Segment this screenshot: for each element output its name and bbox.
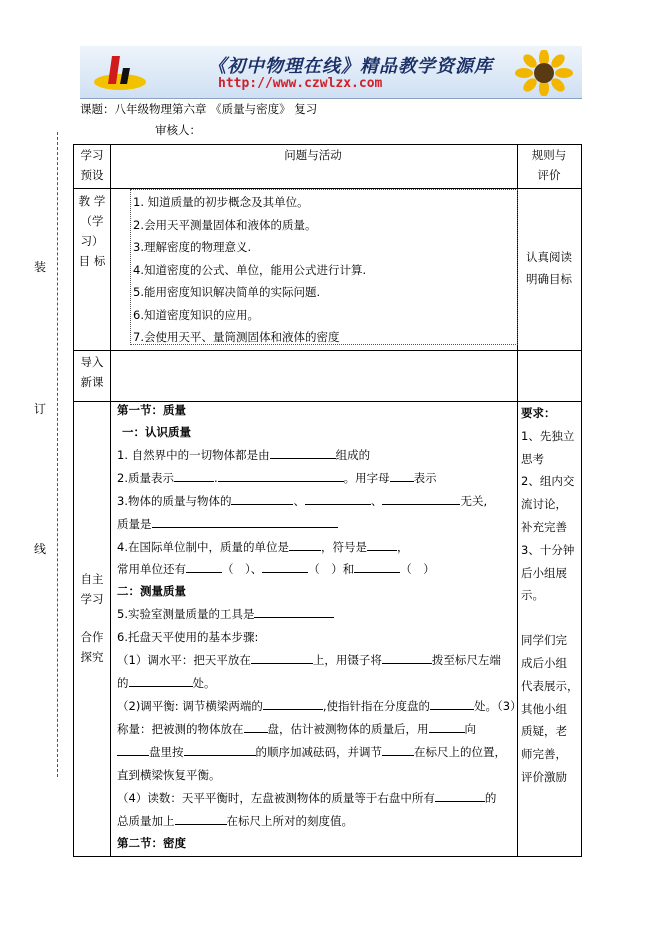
step-2: （2)调平衡: 调节横梁两端的 ,使指针指在分度盘的 处。（3） bbox=[117, 699, 522, 713]
col-header-activities: 问题与活动 bbox=[284, 148, 342, 162]
banner bbox=[80, 46, 582, 99]
question-2: 2.质量表示 . 。用字母 表示 bbox=[117, 471, 437, 485]
answer-blank[interactable] bbox=[175, 813, 227, 825]
binding-char-xian: 线 bbox=[34, 542, 47, 556]
answer-blank[interactable] bbox=[117, 744, 149, 756]
answer-blank[interactable] bbox=[186, 561, 222, 573]
step-3-end: 直到横梁恢复平衡。 bbox=[117, 768, 221, 782]
question-6: 6.托盘天平使用的基本步骤: bbox=[117, 630, 259, 644]
step-1: （1）调水平：把天平放在 上，用镊子将 拨至标尺左端 bbox=[117, 653, 501, 667]
site-logo-icon bbox=[90, 50, 150, 94]
answer-blank[interactable] bbox=[254, 606, 334, 618]
sunflower-icon bbox=[512, 50, 576, 96]
question-3-cont: 质量是 bbox=[117, 516, 338, 532]
step-3-cont: 盘里按 的顺序加减砝码，并调节 在标尺上的位置， bbox=[117, 744, 506, 760]
question-4-cont: 常用单位还有 （ ）、 （ ）和 （ ） bbox=[117, 562, 435, 576]
rules-column: 要求： 1、先独立 思考 2、组内交 流讨论， 补充完善 3、十分钟 后小组展 示。 同学们完 成后小组 代表展示， 其他小组 质疑，老 师完善， 评价激励 bbox=[521, 406, 579, 784]
answer-blank[interactable] bbox=[354, 561, 400, 573]
banner-url[interactable]: http://www.czwlzx.com bbox=[218, 76, 383, 91]
answer-blank[interactable] bbox=[429, 721, 465, 733]
part-title-measure-mass: 二：测量质量 bbox=[117, 584, 186, 598]
objective-item: 5.能用密度知识解决简单的实际问题. bbox=[133, 285, 321, 299]
objective-item: 6.知道密度知识的应用。 bbox=[133, 307, 259, 322]
answer-blank[interactable] bbox=[430, 698, 474, 710]
binding-char-ding: 订 bbox=[34, 402, 47, 416]
binding-line bbox=[57, 132, 58, 777]
answer-blank[interactable] bbox=[382, 493, 460, 505]
answer-blank[interactable] bbox=[262, 561, 308, 573]
answer-blank[interactable] bbox=[129, 675, 193, 687]
answer-blank[interactable] bbox=[152, 516, 338, 528]
answer-blank[interactable] bbox=[244, 721, 268, 733]
answer-blank[interactable] bbox=[289, 539, 321, 551]
section-title-density: 第二节：密度 bbox=[117, 836, 186, 850]
answer-blank[interactable] bbox=[382, 652, 432, 664]
objective-item: 7.会使用天平、量筒测固体和液体的密度 bbox=[133, 330, 340, 344]
answer-blank[interactable] bbox=[382, 744, 414, 756]
question-4: 4.在国际单位制中，质量的单位是 ，符号是 ， bbox=[117, 540, 409, 554]
answer-blank[interactable] bbox=[263, 698, 323, 710]
section-title-mass: 第一节：质量 bbox=[117, 403, 186, 417]
objective-item: 1. 知道质量的初步概念及其单位。 bbox=[133, 195, 309, 209]
question-1: 1. 自然界中的一切物体都是由 组成的 bbox=[117, 448, 371, 462]
step-1-cont: 的 处。 bbox=[117, 676, 216, 690]
answer-blank[interactable] bbox=[184, 744, 256, 756]
step-4-cont: 总质量加上 在标尺上所对的刻度值。 bbox=[117, 814, 353, 828]
objective-item: 3.理解密度的物理意义. bbox=[133, 240, 252, 254]
objective-item: 2.会用天平测量固体和液体的质量。 bbox=[133, 217, 317, 232]
col-header-preset: 学习 预设 bbox=[80, 148, 104, 182]
answer-blank[interactable] bbox=[390, 470, 414, 482]
question-5: 5.实验室测量质量的工具是 bbox=[117, 606, 334, 622]
banner-title: 《初中物理在线》精品教学资源库 bbox=[208, 56, 493, 77]
objectives-list bbox=[133, 191, 513, 349]
part-title-know-mass: 一：认识质量 bbox=[122, 425, 191, 439]
answer-blank[interactable] bbox=[231, 493, 293, 505]
lesson-topic: 课题：八年级物理第六章 《质量与密度》 复习 bbox=[80, 102, 318, 116]
answer-blank[interactable] bbox=[305, 493, 371, 505]
step-3: 称量：把被测的物体放在 盘，估计被测物体的质量后，用 向 bbox=[117, 722, 476, 736]
col-header-rules: 规则与 评价 bbox=[531, 148, 567, 182]
reviewer-label: 审核人： bbox=[155, 123, 201, 137]
step-4: （4）读数：天平平衡时，左盘被测物体的质量等于右盘中所有 的 bbox=[117, 791, 497, 805]
answer-blank[interactable] bbox=[174, 470, 214, 482]
answer-blank[interactable] bbox=[218, 470, 344, 482]
question-3: 3.物体的质量与物体的 、 、 无关, bbox=[117, 494, 488, 508]
objective-item: 4.知道密度的公式、单位，能用公式进行计算. bbox=[133, 262, 367, 277]
binding-char-zhuang: 装 bbox=[34, 260, 47, 274]
intro-label: 导入 新课 bbox=[80, 355, 104, 389]
answer-blank[interactable] bbox=[251, 652, 313, 664]
answer-blank[interactable] bbox=[435, 790, 485, 802]
answer-blank[interactable] bbox=[270, 447, 336, 459]
answer-blank[interactable] bbox=[367, 539, 397, 551]
goal-rule: 认真阅读 明确目标 bbox=[526, 250, 572, 286]
goal-label: 教 学 （学习） 目 标 bbox=[78, 194, 106, 268]
study-label: 自主 学习 合作 探究 bbox=[80, 572, 104, 664]
